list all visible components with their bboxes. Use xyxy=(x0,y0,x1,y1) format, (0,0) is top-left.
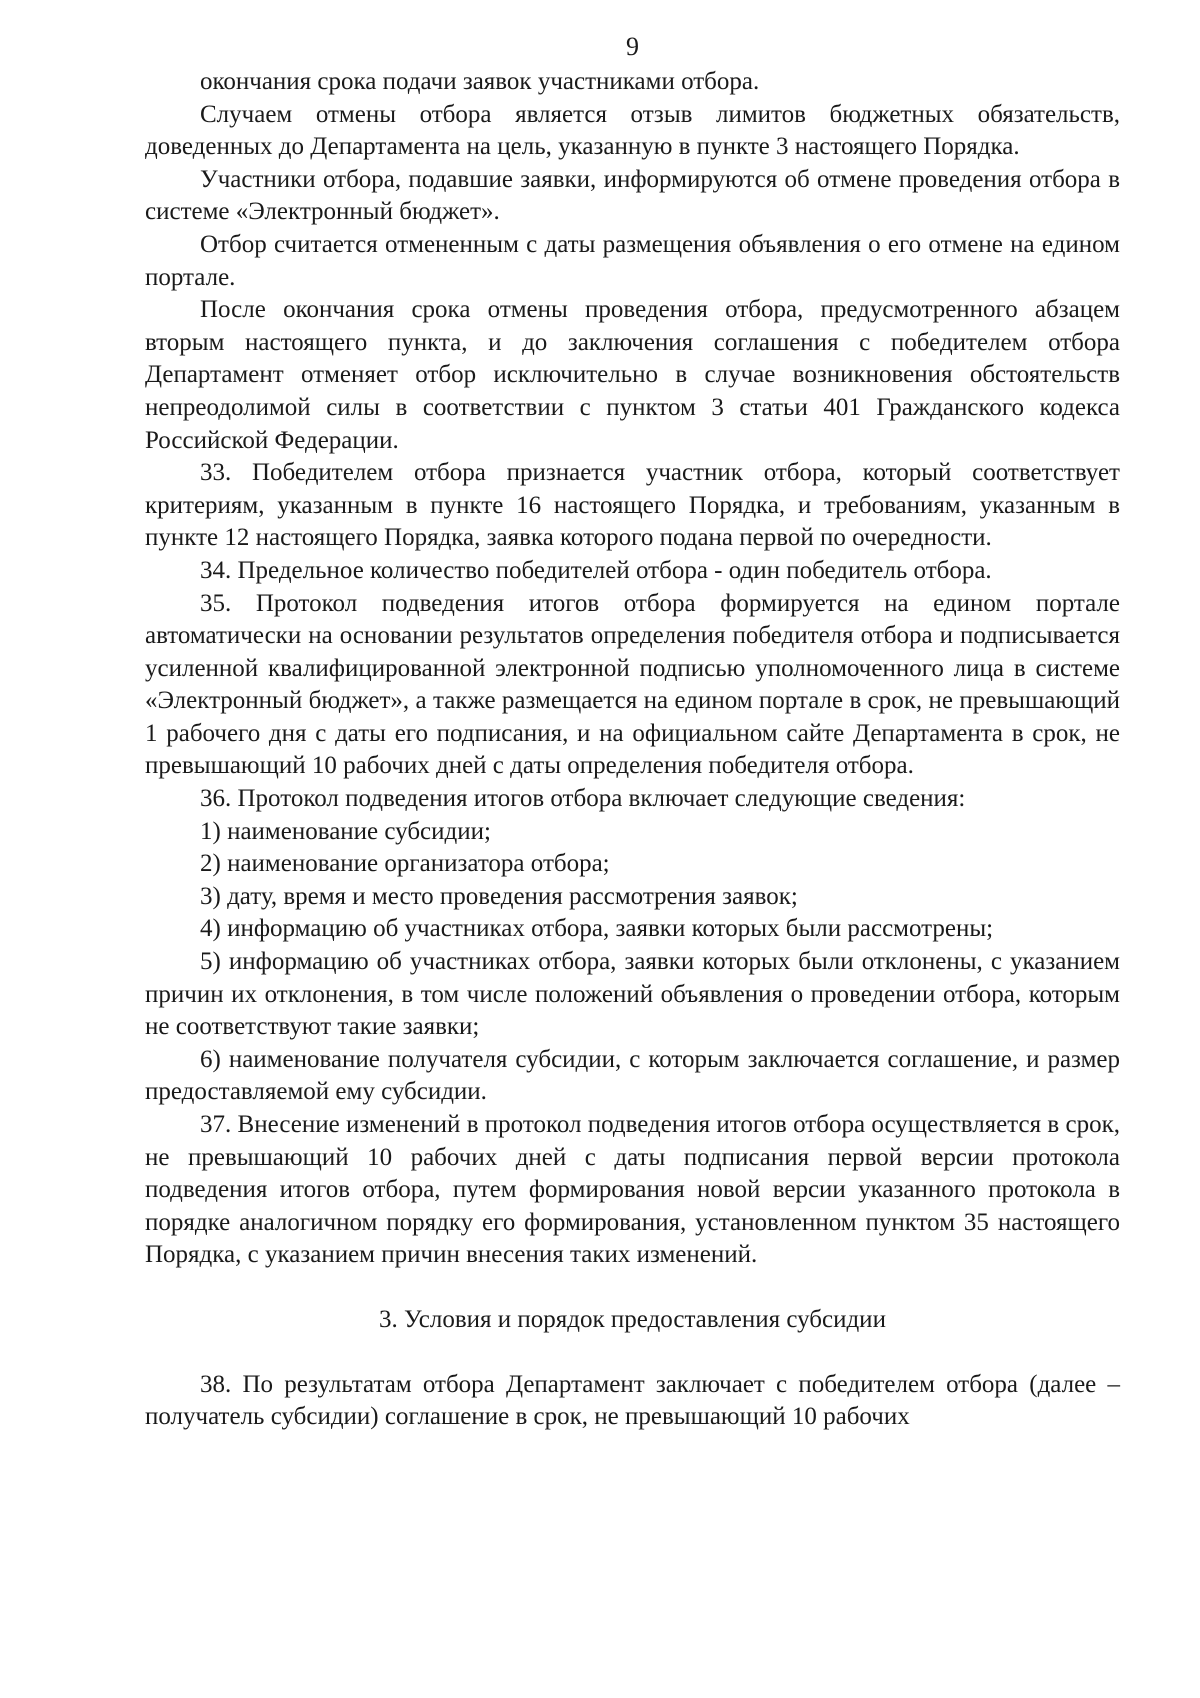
list-item: 3) дату, время и место проведения рассмотрения заявок; xyxy=(200,882,798,910)
paragraph-item-38: 38. По результатам отбора Департамент заключает с победителем отбора (далее – получатель субсидии) соглашение в срок, не превышающий 10 рабочих xyxy=(145,1370,1120,1431)
paragraph: Участники отбора, подавшие заявки, информируются об отмене проведения отбора в системе «Электронный бюджет». xyxy=(145,165,1120,226)
document-page xyxy=(145,30,1120,1434)
paragraph-item-33: 33. Победителем отбора признается участник отбора, который соответствует критериям, указанным в пункте 16 настоящего Порядка, и требованиям, указанным в пункте 12 настоящего Порядка, заявка которого подана первой по очередности. xyxy=(145,459,1120,552)
paragraph: окончания срока подачи заявок участниками отбора. xyxy=(200,68,760,95)
list-item: 1) наименование субсидии; xyxy=(200,817,491,845)
page-number: 9 xyxy=(626,32,639,61)
list-item: 4) информацию об участниках отбора, заявки которых были рассмотрены; xyxy=(200,915,994,943)
list-item: 5) информацию об участниках отбора, заявки которых были отклонены, с указанием причин их отклонения, в том числе положений объявления о проведении отбора, которым не соответствуют такие заявки; xyxy=(145,948,1120,1041)
paragraph-item-37: 37. Внесение изменений в протокол подведения итогов отбора осуществляется в срок, не превышающий 10 рабочих дней с даты подписания первой версии протокола подведения итогов отбора, путем формирования новой версии указанного протокола в порядке аналогичном порядку его формирования, установленном пунктом 35 настоящего Порядка, с указанием причин внесения таких изменений. xyxy=(145,1111,1120,1269)
paragraph: После окончания срока отмены проведения отбора, предусмотренного абзацем вторым настоящего пункта, и до заключения соглашения с победителем отбора Департамент отменяет отбор исключительно в случае возникновения обстоятельств непреодолимой силы в соответствии с пунктом 3 статьи 401 Гражданского кодекса Российской Федерации. xyxy=(145,296,1120,454)
paragraph-item-36: 36. Протокол подведения итогов отбора включает следующие сведения: xyxy=(200,785,966,813)
paragraph-item-35: 35. Протокол подведения итогов отбора формируется на едином портале автоматически на основании результатов определения победителя отбора и подписывается усиленной квалифицированной электронной подписью уполномоченного лица в системе «Электронный бюджет», а также размещается на едином портале в срок, не превышающий 1 рабочего дня с даты его подписания, и на официальном сайте Департамента в срок, не превышающий 10 рабочих дней с даты определения победителя отбора. xyxy=(145,589,1120,780)
section-title: 3. Условия и порядок предоставления субсидии xyxy=(379,1305,886,1333)
body-text-before xyxy=(145,66,1120,1272)
list-item: 2) наименование организатора отбора; xyxy=(200,850,610,878)
list-item: 6) наименование получателя субсидии, с которым заключается соглашение, и размер предоставляемой ему субсидии. xyxy=(145,1045,1120,1106)
paragraph-item-34: 34. Предельное количество победителей отбора - один победитель отбора. xyxy=(200,556,992,584)
paragraph: Отбор считается отмененным с даты размещения объявления о его отмене на едином портале. xyxy=(145,230,1120,291)
paragraph: Случаем отмены отбора является отзыв лимитов бюджетных обязательств, доведенных до Департамента на цель, указанную в пункте 3 настоящего Порядка. xyxy=(145,100,1120,161)
body-text-after xyxy=(145,1369,1120,1434)
